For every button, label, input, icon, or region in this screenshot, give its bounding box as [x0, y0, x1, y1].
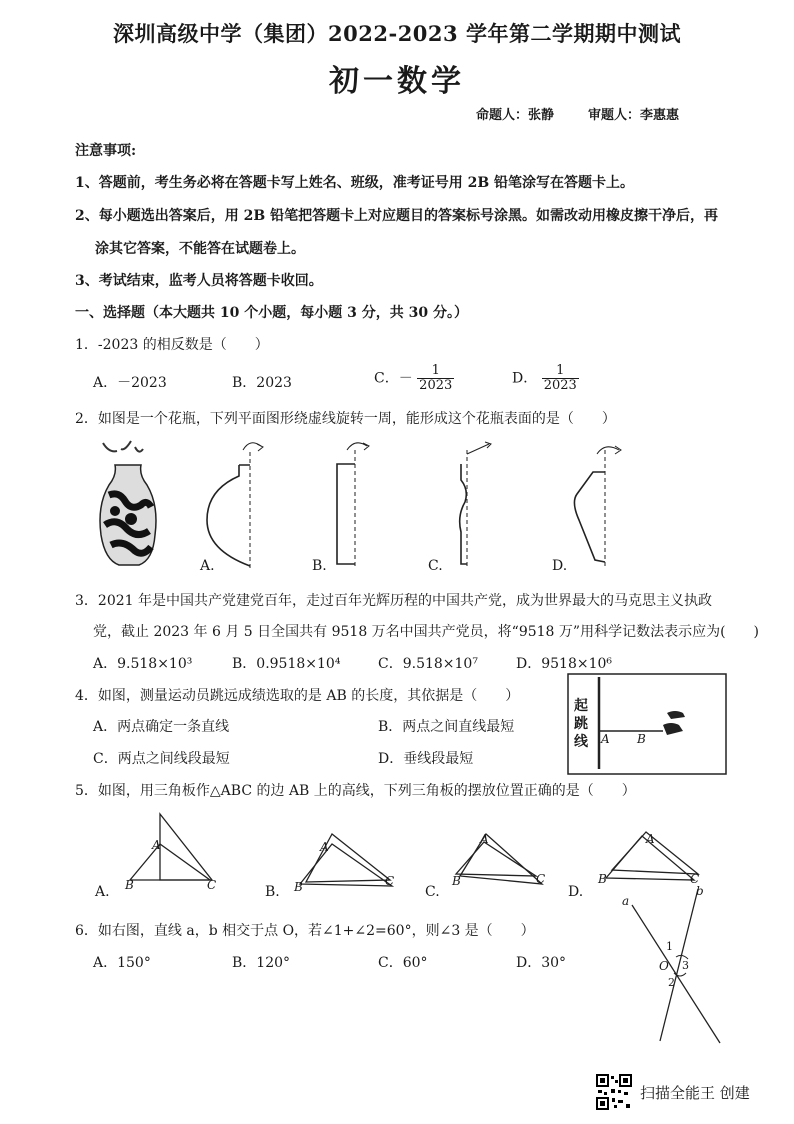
q5c-vertex-b: B: [452, 874, 461, 888]
q5a-vertex-c: C: [207, 878, 217, 892]
q5a-vertex-a: A: [152, 838, 161, 852]
q4-option-d: D．垂线段最短: [378, 751, 474, 767]
q5b-vertex-c: C: [385, 874, 395, 888]
q4-point-b: B: [637, 732, 646, 746]
q4-jump-line-label: [574, 697, 590, 751]
q5-label-a: A.: [95, 884, 110, 900]
q6-angle-1: 1: [666, 940, 673, 953]
q4-option-c: C．两点之间线段最短: [93, 751, 230, 767]
q1-option-b: B．2023: [232, 375, 292, 391]
q4-char-3: 线: [574, 734, 588, 750]
q2-figure-c: [445, 440, 500, 575]
q6-line-a: a: [622, 894, 630, 908]
q1-c-num: 1: [417, 364, 454, 379]
q3-stem-line1: 3．2021 年是中国共产党建党百年，走过百年光辉历程的中国共产党，成为世界最大的马克思主义执政: [75, 593, 712, 609]
q5-stem: 5．如图，用三角板作△ABC 的边 AB 上的高线，下列三角板的摆放位置正确的是（ ）: [75, 783, 636, 799]
q2-stem: 2．如图是一个花瓶，下列平面图形绕虚线旋转一周，能形成这个花瓶表面的是（ ）: [75, 411, 616, 427]
q6-angle-3: 3: [682, 959, 689, 972]
q3-stem-line2: 党，截止 2023 年 6 月 5 日全国共有 9518 万名中国共产党员，将“9518 万”用科学记数法表示应为( ): [93, 624, 759, 640]
q4-figure: [567, 673, 727, 775]
q4-stem: 4．如图，测量运动员跳远成绩选取的是 AB 的长度，其依据是（ ）: [75, 688, 520, 704]
notes-heading: 注意事项:: [75, 143, 137, 159]
q1-d-num: 1: [542, 364, 579, 379]
setter: 命题人：张静: [476, 108, 555, 123]
q2-vase-figure: [95, 435, 165, 575]
q2-figure-d: [565, 440, 630, 575]
q3-option-c: C．9.518×10⁷: [378, 656, 478, 672]
q5d-vertex-a: A: [646, 832, 655, 846]
q1-c-prefix: C．－: [374, 370, 413, 387]
q5b-vertex-b: B: [294, 880, 303, 894]
q2-label-b: B.: [312, 558, 327, 574]
q4-option-a: A．两点确定一条直线: [93, 719, 230, 735]
q3-option-a: A．9.518×10³: [93, 656, 193, 672]
q1-d-fraction: [542, 364, 579, 393]
q6-option-a: A．150°: [93, 955, 151, 971]
q2-label-a: A.: [200, 558, 215, 574]
scanner-watermark: 扫描全能王 创建: [640, 1084, 750, 1102]
q5c-vertex-a: A: [480, 832, 489, 846]
reviewer: 审题人：李惠惠: [588, 108, 680, 123]
q6-option-c: C．60°: [378, 955, 428, 971]
q5c-vertex-c: C: [536, 872, 546, 886]
q6-point-o: O: [659, 959, 669, 973]
q6-figure: [620, 885, 730, 1045]
q1-d-den: 2023: [543, 378, 577, 393]
q4-point-a: A: [601, 732, 610, 746]
note-1: 1、答题前，考生务必将在答题卡写上姓名、班级，准考证号用 2B 铅笔涂写在答题卡上。: [75, 175, 635, 191]
q1-d-prefix: D．: [512, 370, 538, 387]
qr-code-icon: [596, 1074, 632, 1110]
q1-c-den: 2023: [419, 378, 453, 393]
q6-angle-2: 2: [668, 976, 675, 989]
q1-option-a: A．－2023: [93, 375, 167, 391]
q6-stem: 6．如右图，直线 a，b 相交于点 O，若∠1+∠2=60°，则∠3 是（ ）: [75, 923, 535, 939]
q5d-vertex-c: C: [690, 872, 700, 886]
q2-label-c: C.: [428, 558, 443, 574]
q5-label-b: B.: [265, 884, 280, 900]
authors-line: [476, 104, 713, 123]
note-2: 2、每小题选出答案后，用 2B 铅笔把答题卡上对应题目的答案标号涂黑。如需改动用橡皮擦干净后，再: [75, 208, 719, 224]
q2-figure-b: [325, 440, 375, 575]
q1-option-c: [374, 364, 454, 393]
q4-option-b: B．两点之间直线最短: [378, 719, 515, 735]
q4-char-1: 起: [574, 698, 588, 714]
q5-figure-a: [120, 812, 220, 887]
q6-option-b: B．120°: [232, 955, 291, 971]
q1-stem: 1．-2023 的相反数是（ ）: [75, 337, 269, 353]
q2-figure-a: [205, 440, 265, 575]
q3-option-d: D．9518×10⁶: [516, 656, 613, 672]
q3-option-b: B．0.9518×10⁴: [232, 656, 341, 672]
q5-figure-c: [450, 832, 550, 887]
exam-title: 深圳高级中学（集团）2022-2023 学年第二学期期中测试: [113, 21, 681, 46]
section-heading: 一、选择题（本大题共 10 个小题，每小题 3 分，共 30 分。）: [75, 305, 468, 321]
q1-c-fraction: [417, 364, 454, 393]
note-2-cont: 涂其它答案，不能答在试题卷上。: [95, 241, 305, 257]
q4-char-2: 跳: [574, 716, 588, 732]
q5-label-c: C.: [425, 884, 440, 900]
q5d-vertex-b: B: [598, 872, 607, 886]
q2-label-d: D.: [552, 558, 568, 574]
exam-subtitle: 初一数学: [329, 64, 465, 99]
q5-label-d: D.: [568, 884, 584, 900]
q6-line-b: b: [696, 884, 704, 898]
q1-option-d: [512, 364, 579, 393]
q5b-vertex-a: A: [320, 840, 329, 854]
q6-option-d: D．30°: [516, 955, 567, 971]
note-3: 3、考试结束，监考人员将答题卡收回。: [75, 273, 323, 289]
q5a-vertex-b: B: [125, 878, 134, 892]
